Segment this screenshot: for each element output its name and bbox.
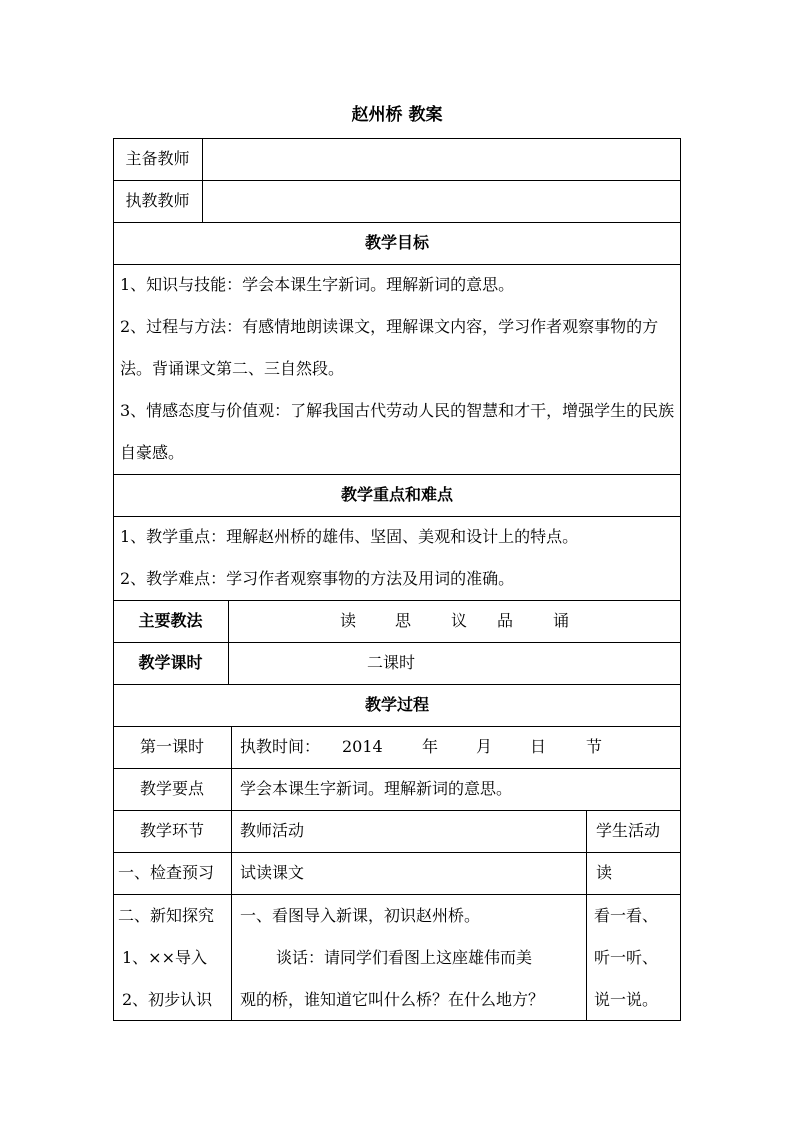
column-divider bbox=[228, 600, 229, 684]
column-divider bbox=[231, 726, 232, 1021]
row2-student-line1: 看一看、 bbox=[594, 906, 659, 925]
time-day-unit: 日 bbox=[530, 737, 547, 756]
essentials-value: 学会本课生字新词。理解新词的意思。 bbox=[240, 779, 513, 798]
row-divider bbox=[113, 516, 681, 517]
row-divider bbox=[113, 600, 681, 601]
time-period-unit: 节 bbox=[586, 737, 603, 756]
column-divider bbox=[202, 138, 203, 222]
lesson-label: 第一课时 bbox=[139, 737, 204, 756]
row-divider bbox=[113, 768, 681, 769]
keypoints-heading: 教学重点和难点 bbox=[340, 485, 453, 504]
objective-attitude: 3、情感态度与价值观：了解我国古代劳动人民的智慧和才干，增强学生的民族自豪感。 bbox=[120, 401, 675, 462]
method-item: 诵 bbox=[553, 611, 570, 630]
method-item: 读 bbox=[340, 611, 357, 630]
row2-stage-line2: 1、××导入 bbox=[122, 948, 207, 967]
col-teacher-header: 教师活动 bbox=[240, 821, 305, 840]
method-item: 议 bbox=[451, 611, 468, 630]
method-item: 思 bbox=[395, 611, 412, 630]
row2-teacher-line3: 观的桥，谁知道它叫什么桥？在什么地方？ bbox=[240, 990, 545, 1009]
col-student-header: 学生活动 bbox=[596, 821, 661, 840]
teaching-difficulty: 2、教学难点：学习作者观察事物的方法及用词的准确。 bbox=[120, 569, 515, 588]
methods-label: 主要教法 bbox=[138, 611, 203, 630]
time-year-unit: 年 bbox=[422, 737, 439, 756]
row2-teacher-line1: 一、看图导入新课，初识赵州桥。 bbox=[240, 906, 481, 925]
row1-stage: 一、检查预习 bbox=[118, 863, 215, 882]
row-divider bbox=[113, 642, 681, 643]
row-divider bbox=[113, 180, 681, 181]
hours-value: 二课时 bbox=[367, 653, 416, 672]
process-heading: 教学过程 bbox=[364, 695, 429, 714]
row2-student-line2: 听一听、 bbox=[594, 948, 659, 967]
teaching-focus: 1、教学重点：理解赵州桥的雄伟、坚固、美观和设计上的特点。 bbox=[120, 527, 579, 546]
hours-label: 教学课时 bbox=[138, 653, 203, 672]
method-item: 品 bbox=[497, 611, 514, 630]
row-divider bbox=[113, 894, 681, 895]
time-label: 执教时间： bbox=[240, 737, 321, 756]
row-divider bbox=[113, 852, 681, 853]
row-divider bbox=[113, 222, 681, 223]
row2-stage-line3: 2、初步认识 bbox=[122, 990, 213, 1009]
row1-student: 读 bbox=[596, 863, 613, 882]
objective-process: 2、过程与方法：有感情地朗读课文，理解课文内容，学习作者观察事物的方法。背诵课文第二、三自然段。 bbox=[120, 317, 659, 378]
row2-teacher-line2: 谈话：请同学们看图上这座雄伟而美 bbox=[276, 948, 533, 967]
row2-student-line3: 说一说。 bbox=[594, 990, 659, 1009]
essentials-label: 教学要点 bbox=[139, 779, 204, 798]
col-stage-header: 教学环节 bbox=[139, 821, 204, 840]
time-month-unit: 月 bbox=[476, 737, 493, 756]
row-divider bbox=[113, 684, 681, 685]
teaching-teacher-label: 执教教师 bbox=[125, 191, 190, 210]
time-year: 2014 bbox=[342, 737, 383, 756]
document-title: 赵州桥 教案 bbox=[351, 105, 443, 125]
row2-stage-line1: 二、新知探究 bbox=[118, 906, 215, 925]
objectives-heading: 教学目标 bbox=[364, 233, 429, 252]
row-divider bbox=[113, 474, 681, 475]
objective-knowledge: 1、知识与技能：学会本课生字新词。理解新词的意思。 bbox=[120, 275, 515, 294]
row-divider bbox=[113, 726, 681, 727]
lead-teacher-label: 主备教师 bbox=[125, 149, 190, 168]
column-divider bbox=[586, 810, 587, 1021]
row1-teacher: 试读课文 bbox=[240, 863, 305, 882]
row-divider bbox=[113, 810, 681, 811]
